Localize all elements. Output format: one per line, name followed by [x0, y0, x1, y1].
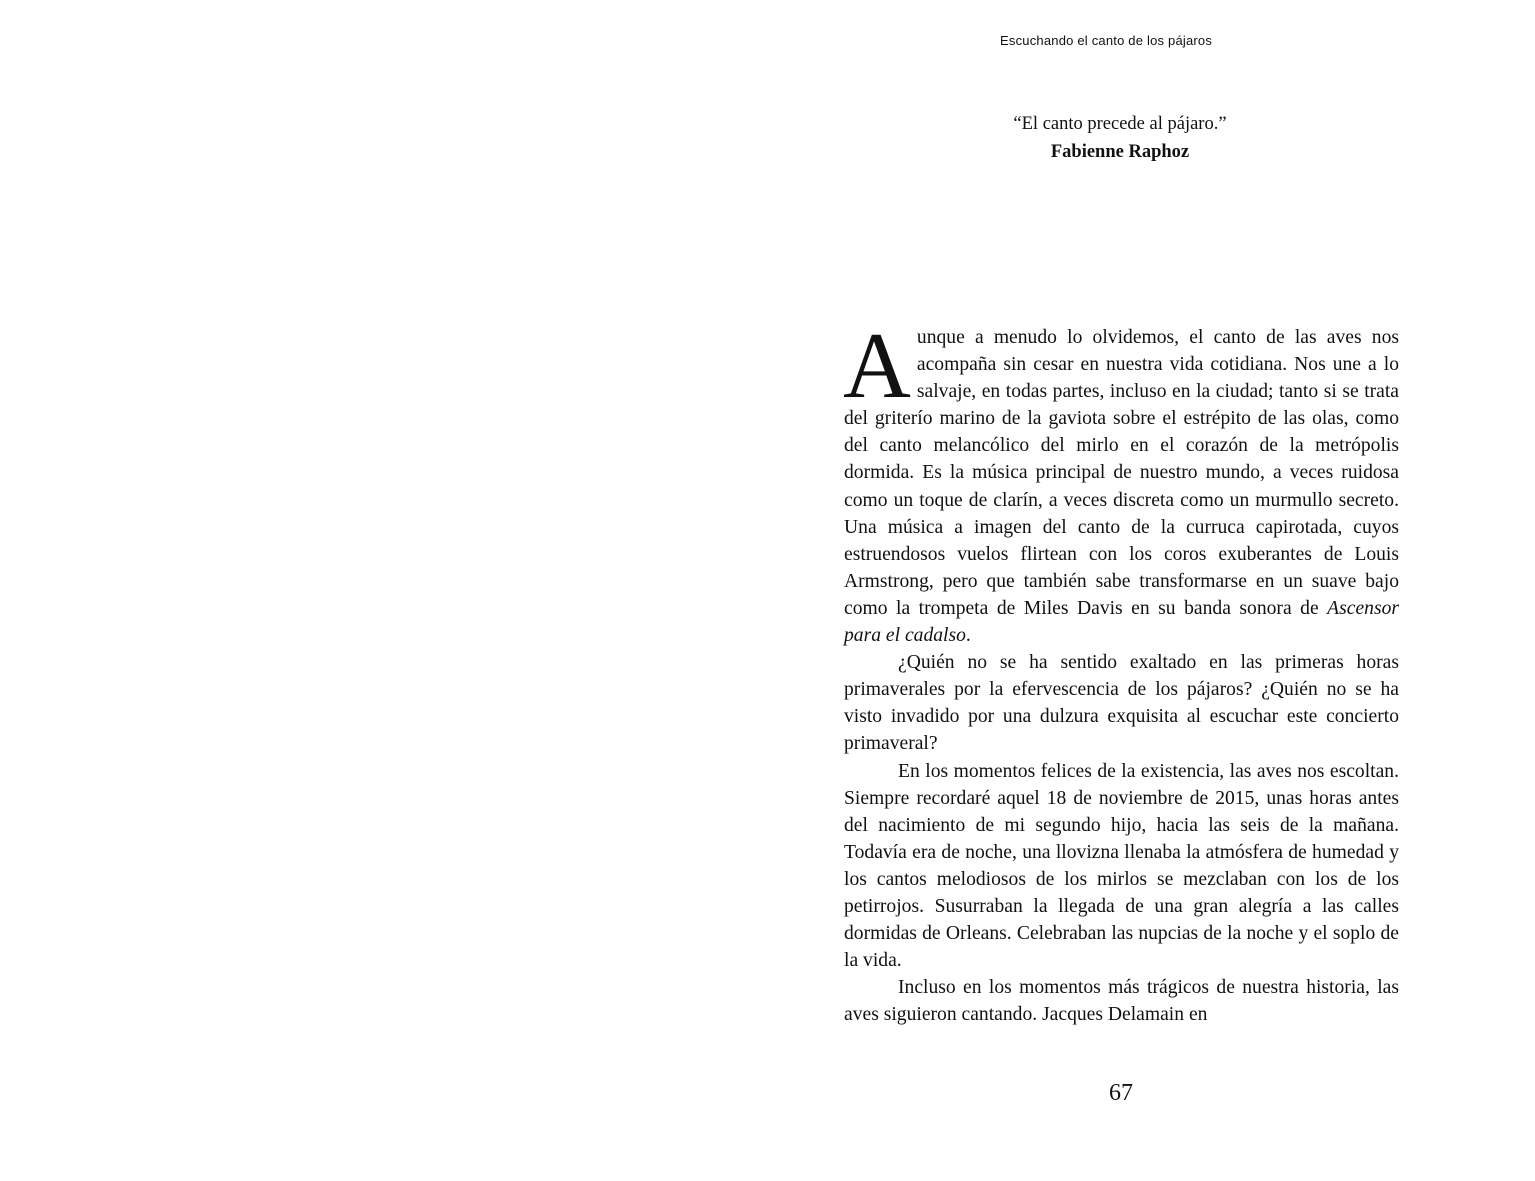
drop-cap: A [843, 314, 911, 418]
left-page-blank [0, 0, 767, 1181]
paragraph-2: ¿Quién no se ha sentido exaltado en las primeras horas primaverales por la efervescencia de los pájaros? ¿Quién no se ha visto invadido por una dulzura exquisita al escuchar este concierto primaveral? [844, 652, 1399, 755]
epigraph-quote: “El canto precede al pájaro.” [1013, 114, 1227, 134]
paragraph-3: En los momentos felices de la existencia, las aves nos escoltan. Siempre recordaré aquel 18 de noviembre de 2015, unas horas antes del nacimiento de mi segundo hijo, hacia las seis de la mañana. Todavía era de noche, una llovizna llenaba la atmósfera de humedad y los cantos melodiosos de los mirlos se mezclaban con los de los petirrojos. Susurraban la llegada de una gran alegría a las calles dormidas de Orleans. Celebraban las nupcias de la noche y el soplo de la vida. [844, 760, 1399, 972]
paragraph-4: Incluso en los momentos más trágicos de nuestra historia, las aves siguieron cantando. Jacques Delamain en [844, 977, 1399, 1026]
paragraph-1-text: unque a menudo lo olvidemos, el canto de las aves nos acompaña sin cesar en nuestra vida cotidiana. Nos une a lo salvaje, en todas partes, incluso en la ciudad; tanto si se trata del griterío marino de la gaviota sobre el estrépito de las olas, como del canto melancólico del mirlo en el corazón de la metrópolis dormida. Es la música principal de nuestro mundo, a veces ruidosa como un toque de clarín, a veces discreta como un murmullo secreto. Una música a imagen del canto de la curruca capirotada, cuyos estruendosos vuelos flirtean con los coros exuberantes de Louis Armstrong, pero que también sabe transformarse en un suave bajo como la trompeta de Miles Davis en su banda sonora de [844, 327, 1399, 619]
paragraph-1 [843, 314, 1399, 649]
running-head: Escuchando el canto de los pájaros [1000, 33, 1213, 48]
body-text [843, 314, 1399, 1028]
film-title: Ascensor para el cadalso [844, 597, 1399, 647]
page-number: 67 [1109, 1080, 1133, 1106]
paragraph-1-end: . [965, 625, 971, 647]
epigraph [920, 110, 1320, 166]
epigraph-author: Fabienne Raphoz [1050, 142, 1190, 162]
